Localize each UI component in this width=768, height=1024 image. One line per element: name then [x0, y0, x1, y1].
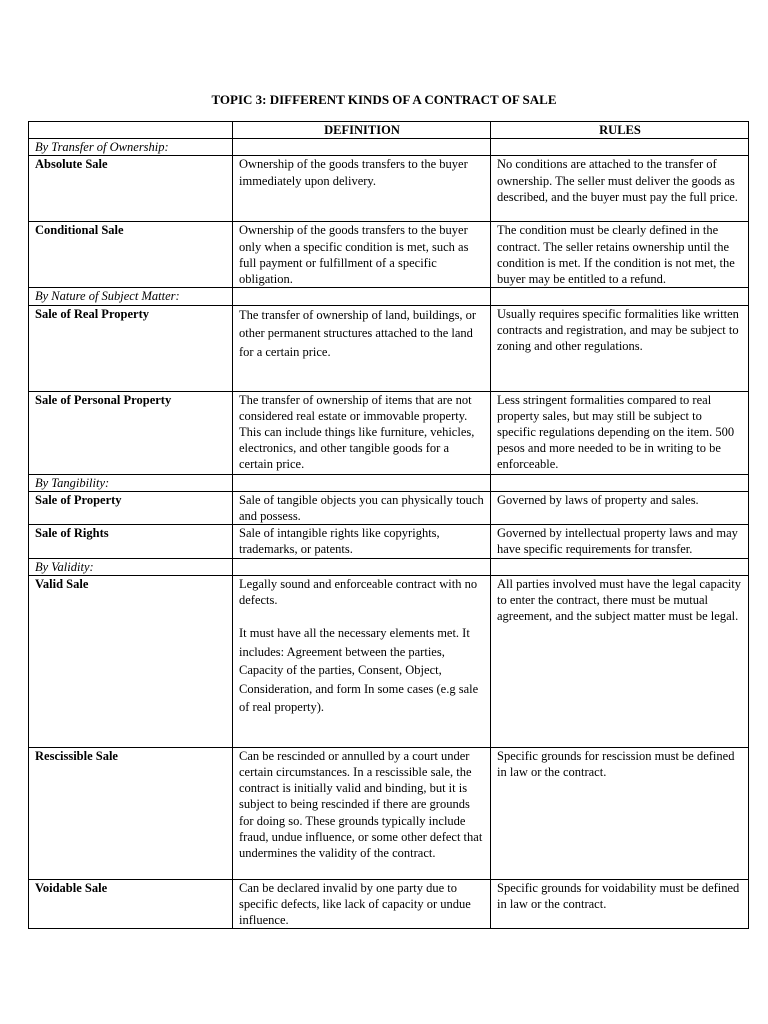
rules-cell: Specific grounds for rescission must be defined in law or the contract.	[491, 747, 749, 879]
category-row	[29, 558, 749, 575]
category-row	[29, 474, 749, 491]
contract-kinds-table	[28, 121, 749, 929]
kind-label: Sale of Real Property	[29, 305, 233, 391]
table-row	[29, 156, 749, 222]
definition-cell: Ownership of the goods transfers to the buyer immediately upon delivery.	[233, 156, 491, 222]
definition-cell	[233, 575, 491, 747]
category-validity: By Validity:	[29, 558, 233, 575]
header-kind	[29, 122, 233, 139]
definition-cell: Sale of intangible rights like copyrights, trademarks, or patents.	[233, 525, 491, 558]
kind-label: Sale of Rights	[29, 525, 233, 558]
table-row	[29, 747, 749, 879]
rules-cell: All parties involved must have the legal capacity to enter the contract, there must be mutual agreement, and the subject matter must be legal.	[491, 575, 749, 747]
table-row	[29, 305, 749, 391]
rules-cell: Governed by laws of property and sales.	[491, 491, 749, 524]
kind-label: Sale of Property	[29, 491, 233, 524]
table-row	[29, 575, 749, 747]
kind-label: Voidable Sale	[29, 879, 233, 929]
rules-cell: Usually requires specific formalities like written contracts and registration, and may be subject to zoning and other regulations.	[491, 305, 749, 391]
table-row	[29, 525, 749, 558]
page-title: TOPIC 3: DIFFERENT KINDS OF A CONTRACT OF SALE	[211, 92, 557, 107]
category-nature: By Nature of Subject Matter:	[29, 288, 233, 305]
rules-cell: Governed by intellectual property laws and may have specific requirements for transfer.	[491, 525, 749, 558]
header-definition: DEFINITION	[233, 122, 491, 139]
rules-cell: No conditions are attached to the transfer of ownership. The seller must deliver the goods as described, and the buyer must pay the full price.	[491, 156, 749, 222]
rules-cell: The condition must be clearly defined in the contract. The seller retains ownership until the condition is met. If the condition is not met, the buyer may be entitled to a refund.	[491, 222, 749, 288]
definition-cell: Can be rescinded or annulled by a court under certain circumstances. In a rescissible sale, the contract is initially valid and binding, but it is subject to being rescinded if there are grounds for doing so. These grounds typically include fraud, undue influence, or some other defect that undermines the validity of the contract.	[233, 747, 491, 879]
definition-cell: Can be declared invalid by one party due to specific defects, like lack of capacity or undue influence.	[233, 879, 491, 929]
category-transfer: By Transfer of Ownership:	[29, 139, 233, 156]
table-header-row	[29, 122, 749, 139]
kind-label: Absolute Sale	[29, 156, 233, 222]
category-row	[29, 288, 749, 305]
definition-extra-text: It must have all the necessary elements met. It includes: Agreement between the parties, Capacity of the parties, Consent, Object, Consideration, and form In some cases (e.g sale of real property).	[239, 626, 479, 715]
kind-label: Rescissible Sale	[29, 747, 233, 879]
rules-cell: Specific grounds for voidability must be defined in law or the contract.	[491, 879, 749, 929]
header-rules: RULES	[491, 122, 749, 139]
table-row	[29, 391, 749, 474]
definition-cell: Sale of tangible objects you can physically touch and possess.	[233, 491, 491, 524]
kind-label: Valid Sale	[29, 575, 233, 747]
definition-cell: The transfer of ownership of items that are not considered real estate or immovable property. This can include things like furniture, vehicles, electronics, and other tangible goods for a certain price.	[233, 391, 491, 474]
rules-cell: Less stringent formalities compared to real property sales, but may still be subject to specific regulations depending on the item. 500 pesos and more needed to be in writing to be enforceable.	[491, 391, 749, 474]
category-tangibility: By Tangibility:	[29, 474, 233, 491]
table-row	[29, 879, 749, 929]
table-row	[29, 222, 749, 288]
definition-text: Legally sound and enforceable contract with no defects.	[239, 576, 478, 608]
definition-cell: The transfer of ownership of land, buildings, or other permanent structures attached to the land for a certain price.	[233, 305, 491, 391]
kind-label: Sale of Personal Property	[29, 391, 233, 474]
definition-cell: Ownership of the goods transfers to the buyer only when a specific condition is met, such as full payment or fulfillment of a specific obligation.	[233, 222, 491, 288]
category-row	[29, 139, 749, 156]
table-row	[29, 491, 749, 524]
kind-label: Conditional Sale	[29, 222, 233, 288]
